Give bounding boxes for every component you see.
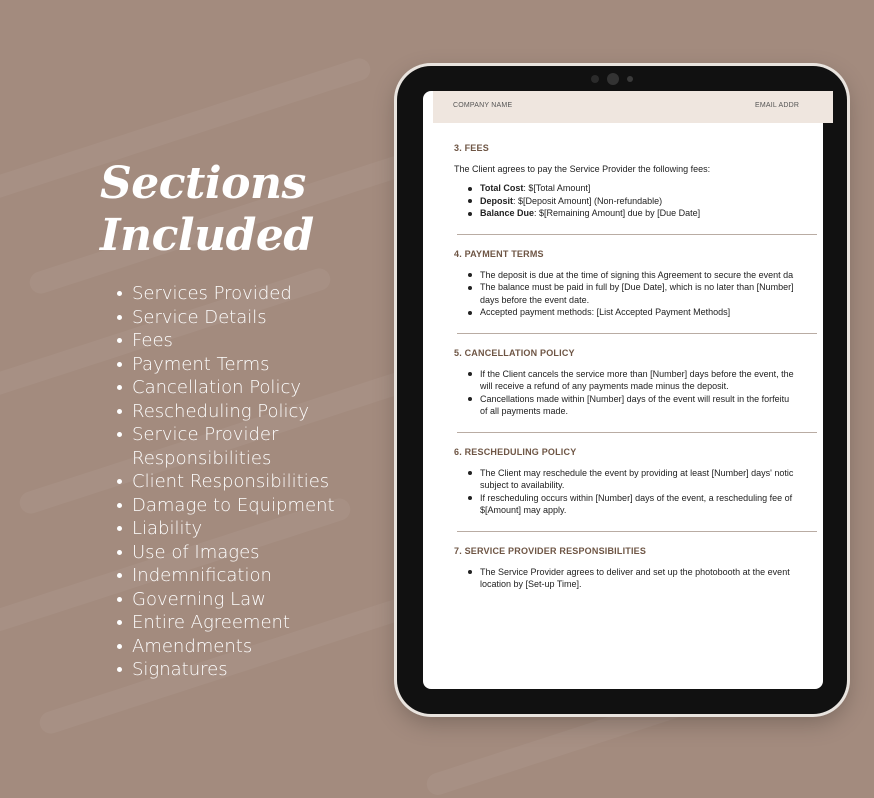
section-item-line: Responsibilities (132, 447, 272, 469)
sections-title (100, 158, 400, 262)
camera-bar (587, 74, 647, 84)
fees-intro: The Client agrees to pay the Service Provider the following fees: (454, 164, 711, 174)
company-name: COMPANY NAME (453, 102, 513, 109)
list-item (468, 393, 874, 418)
section-item: Entire Agreement (117, 611, 400, 635)
section-divider (457, 333, 817, 334)
cancellation-list (454, 368, 874, 418)
list-item-line: location by [Set-up Time]. (480, 579, 582, 589)
section-item: Services Provided (117, 282, 400, 306)
fee-value: : $[Remaining Amount] due by [Due Date] (534, 208, 701, 218)
section-heading-fees: 3. FEES (454, 143, 489, 153)
list-item-line: The Service Provider agrees to deliver and set up the photobooth at the event (480, 566, 790, 577)
list-item: Accepted payment methods: [List Accepted Payment Methods] (468, 306, 874, 319)
list-item-line: subject to availability. (480, 480, 565, 490)
light-sensor-icon (627, 76, 633, 82)
fee-value: : $[Deposit Amount] (Non-refundable) (513, 195, 663, 206)
sections-list (100, 282, 400, 682)
section-item: Payment Terms (117, 353, 400, 377)
section-divider (457, 432, 817, 433)
section-item: Signatures (117, 658, 400, 682)
fee-value: : $[Total Amount] (523, 183, 591, 193)
sensor-icon (591, 75, 599, 83)
title-line-1: Sections (100, 158, 306, 209)
list-item-line: will receive a refund of any payments made minus the deposit. (480, 381, 729, 391)
section-heading-payment-terms: 4. PAYMENT TERMS (454, 248, 544, 259)
section-item: Client Responsibilities (117, 470, 400, 494)
section-item: Service Details (117, 306, 400, 330)
list-item (468, 467, 874, 492)
section-item: Cancellation Policy (117, 376, 400, 400)
list-item-line: $[Amount] may apply. (480, 505, 567, 515)
section-item: Fees (117, 329, 400, 353)
list-item-line: of all payments made. (480, 406, 569, 416)
fee-label: Deposit (480, 195, 514, 206)
rescheduling-list (454, 467, 874, 517)
sections-panel (100, 158, 400, 682)
fee-item (468, 207, 874, 220)
fee-item (468, 182, 874, 195)
list-item (468, 492, 874, 517)
section-item: Liability (117, 517, 400, 541)
document-header (433, 91, 833, 123)
section-item: Amendments (117, 635, 400, 659)
camera-icon (607, 73, 619, 85)
list-item-line: The Client may reschedule the event by providing at least [Number] days' notic (480, 467, 794, 478)
section-divider (457, 234, 817, 235)
list-item (468, 566, 874, 591)
list-item-line: Cancellations made within [Number] days of the event will result in the forfeitu (480, 393, 790, 404)
email-address: EMAIL ADDR (755, 102, 800, 109)
section-item: Use of Images (117, 541, 400, 565)
fee-item (468, 195, 874, 208)
tablet-device (397, 66, 847, 714)
fee-label: Total Cost (480, 183, 524, 193)
tablet-screen[interactable] (423, 91, 823, 689)
list-item (468, 368, 874, 393)
section-item: Damage to Equipment (117, 494, 400, 518)
title-line-2: Included (100, 210, 314, 261)
section-item-line: Service Provider (132, 424, 279, 445)
fee-label: Balance Due (480, 208, 535, 218)
list-item (468, 281, 874, 306)
list-item-line: If rescheduling occurs within [Number] days of the event, a rescheduling fee of (480, 492, 793, 503)
list-item-line: The balance must be paid in full by [Due Date], which is no later than [Number] (480, 282, 794, 292)
section-item (117, 423, 400, 470)
section-item: Rescheduling Policy (117, 400, 400, 424)
provider-list (454, 566, 874, 591)
section-divider (457, 531, 817, 532)
section-heading-rescheduling: 6. RESCHEDULING POLICY (454, 446, 577, 457)
list-item-line: days before the event date. (480, 294, 590, 305)
list-item: The deposit is due at the time of signing this Agreement to secure the event da (468, 269, 874, 282)
section-item: Governing Law (117, 588, 400, 612)
section-item: Indemnification (117, 564, 400, 588)
list-item-line: If the Client cancels the service more than [Number] days before the event, the (480, 368, 794, 379)
payment-list (454, 269, 874, 319)
section-heading-service-provider: 7. SERVICE PROVIDER RESPONSIBILITIES (454, 545, 647, 556)
fees-list (454, 182, 874, 220)
section-heading-cancellation: 5. CANCELLATION POLICY (454, 347, 575, 358)
document-body (454, 143, 874, 591)
